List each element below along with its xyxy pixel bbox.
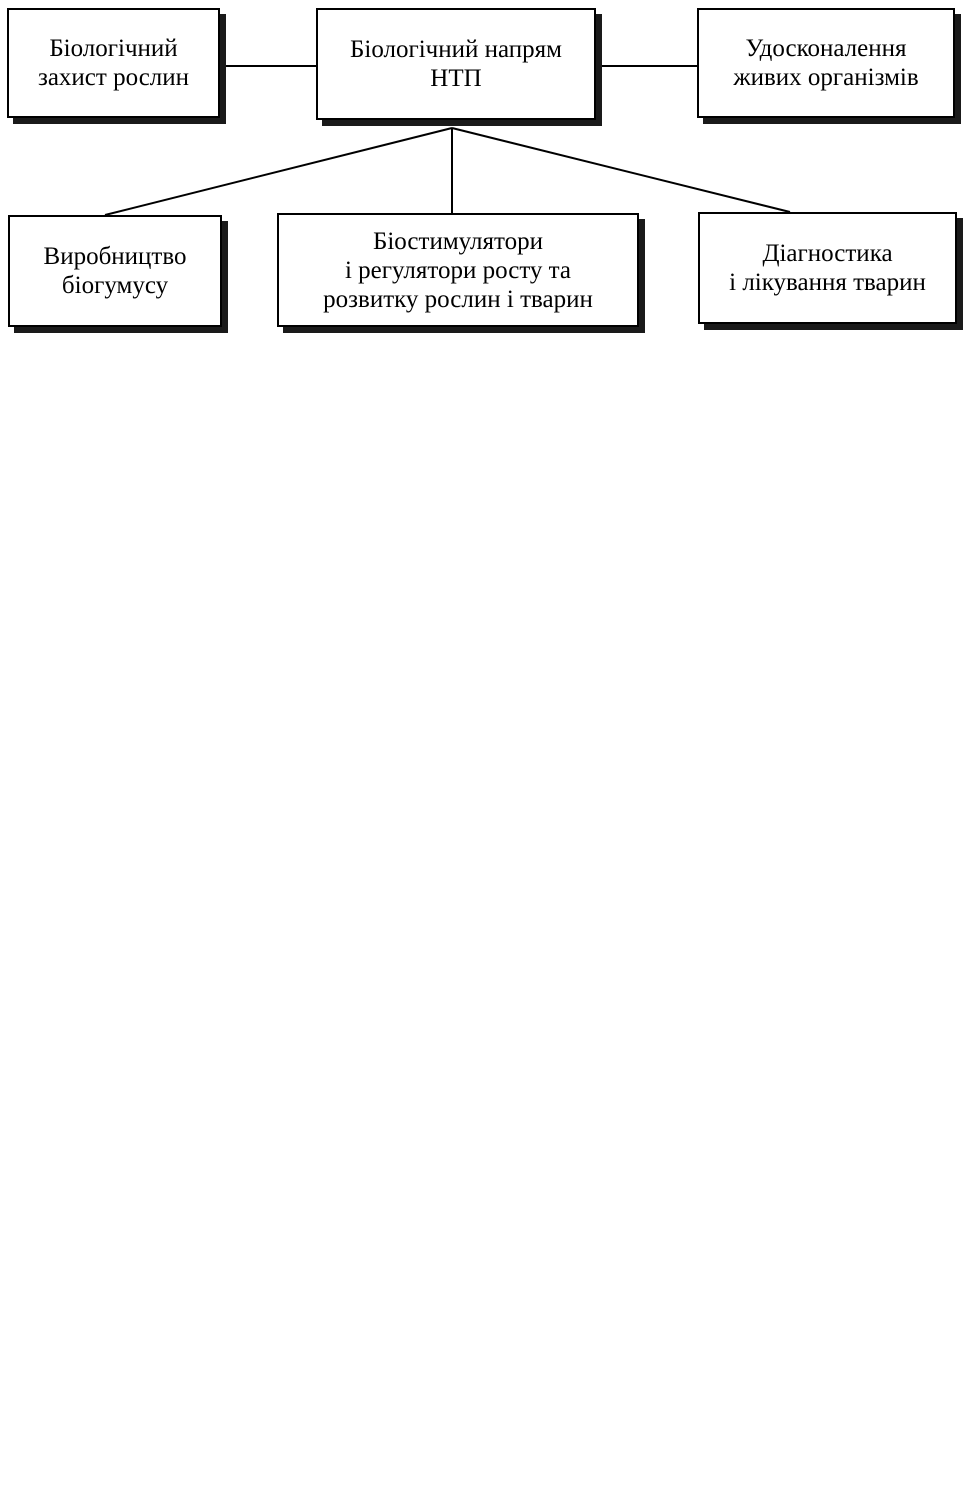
box-line: Біологічний — [49, 35, 178, 62]
box-line: розвитку рослин і тварин — [323, 285, 593, 313]
box-line: НТП — [430, 65, 482, 92]
box-line: захист рослин — [37, 64, 190, 91]
box-biological-direction-ntp — [316, 8, 596, 120]
box-biohumus-production — [8, 215, 222, 327]
connector-center-to-bottom-right — [452, 128, 790, 212]
box-line: Удосконалення — [745, 35, 907, 62]
box-line: біогумусу — [61, 272, 169, 299]
box-biostimulators-regulators — [277, 213, 639, 327]
box-line: Біостимулятори — [373, 227, 543, 255]
box-line: Виробництво — [43, 243, 187, 270]
connector-center-to-bottom-left — [105, 128, 452, 215]
box-line: і регулятори росту та — [344, 256, 572, 284]
box-line: Біологічний напрям — [350, 36, 562, 63]
box-biological-plant-protection — [7, 8, 220, 118]
box-line: і лікування тварин — [729, 269, 926, 296]
box-improvement-of-organisms — [697, 8, 955, 118]
tree-diagram — [0, 0, 970, 360]
box-line: Діагностика — [762, 240, 893, 267]
box-line: живих організмів — [733, 64, 919, 91]
box-animal-diagnostics-treatment — [698, 212, 957, 324]
